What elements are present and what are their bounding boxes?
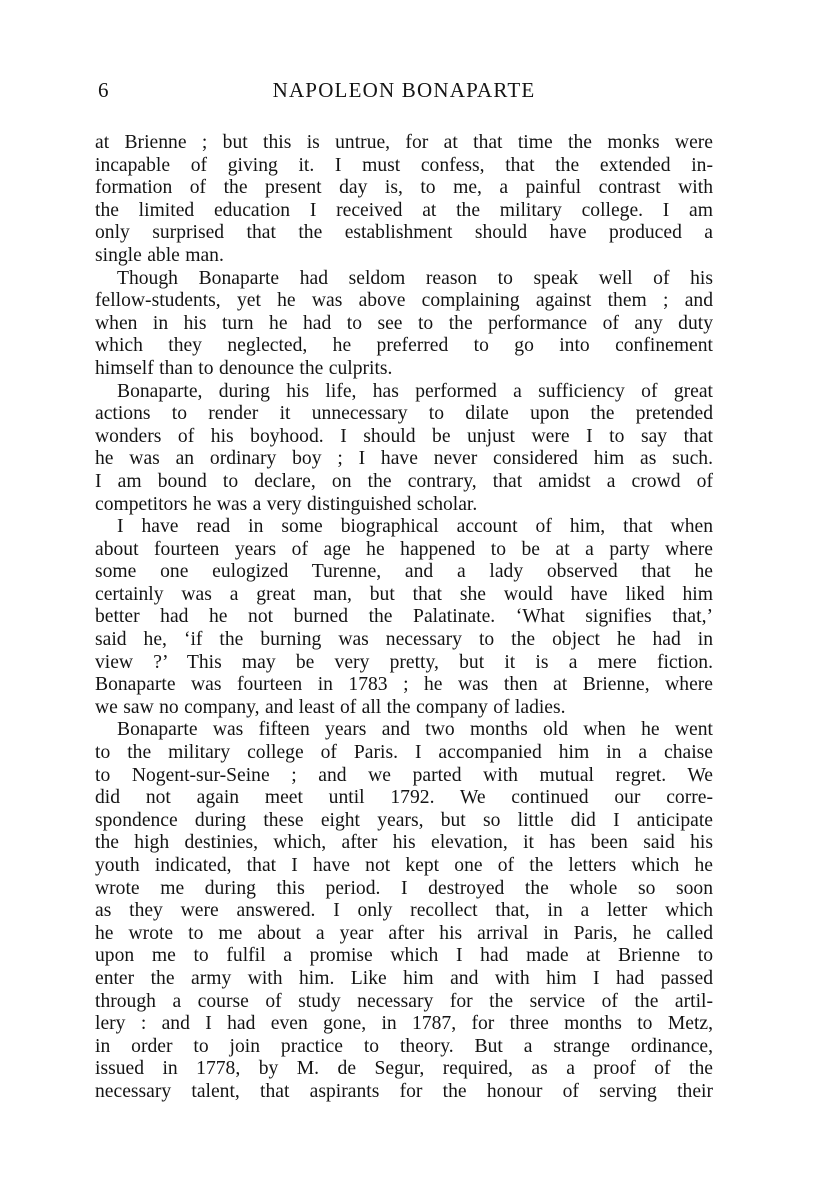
text-line: certainly was a great man, but that she would have liked him	[95, 583, 713, 605]
text-line: said he, ‘if the burning was necessary to the object he had in	[95, 629, 713, 651]
text-line: as they were answered. I only recollect that, in a letter which	[95, 900, 713, 922]
text-line: I have read in some biographical account of him, that when	[117, 516, 713, 538]
text-line: himself than to denounce the culprits.	[95, 357, 393, 379]
text-line: Bonaparte was fifteen years and two months old when he went	[117, 719, 713, 741]
text-line: view ?’ This may be very pretty, but it is a mere fiction.	[95, 651, 713, 673]
text-line: he was an ordinary boy ; I have never considered him as such.	[95, 448, 713, 470]
text-line: incapable of giving it. I must confess, that the extended in-	[95, 154, 713, 176]
text-line: did not again meet until 1792. We continued our corre-	[95, 787, 713, 809]
text-line: we saw no company, and least of all the company of ladies.	[95, 696, 566, 718]
book-page	[95, 78, 713, 1104]
text-line: the high destinies, which, after his elevation, it has been said his	[95, 832, 713, 854]
text-line: wrote me during this period. I destroyed the whole so soon	[95, 877, 713, 899]
text-line: in order to join practice to theory. But a strange ordinance,	[95, 1035, 713, 1057]
text-line: I am bound to declare, on the contrary, that amidst a crowd of	[95, 470, 713, 492]
page-header	[95, 78, 713, 112]
text-line: issued in 1778, by M. de Segur, required, as a proof of the	[95, 1058, 713, 1080]
text-line: through a course of study necessary for the service of the artil-	[95, 990, 713, 1012]
text-line: to Nogent-sur-Seine ; and we parted with mutual regret. We	[95, 764, 713, 786]
page-number: 6	[98, 78, 109, 102]
text-line: actions to render it unnecessary to dilate upon the pretended	[95, 403, 713, 425]
text-line: at Brienne ; but this is untrue, for at that time the monks were	[95, 132, 713, 153]
text-line: Though Bonaparte had seldom reason to speak well of his	[117, 267, 713, 289]
text-line: necessary talent, that aspirants for the honour of serving their	[95, 1080, 713, 1102]
text-line: some one eulogized Turenne, and a lady observed that he	[95, 561, 713, 583]
text-line: Bonaparte was fourteen in 1783 ; he was then at Brienne, where	[95, 674, 713, 696]
text-line: which they neglected, he preferred to go into confinement	[95, 335, 713, 357]
text-line: spondence during these eight years, but so little did I anticipate	[95, 809, 713, 831]
body-text	[95, 132, 713, 1104]
text-line: Bonaparte, during his life, has performed a sufficiency of great	[117, 380, 713, 402]
running-title: NAPOLEON BONAPARTE	[272, 78, 536, 102]
text-line: upon me to fulfil a promise which I had made at Brienne to	[95, 945, 713, 967]
text-line: about fourteen years of age he happened to be at a party where	[95, 538, 713, 560]
text-line: formation of the present day is, to me, a painful contrast with	[95, 177, 713, 199]
text-line: when in his turn he had to see to the performance of any duty	[95, 312, 713, 334]
text-line: enter the army with him. Like him and with him I had passed	[95, 967, 713, 989]
text-line: lery : and I had even gone, in 1787, for three months to Metz,	[95, 1013, 713, 1035]
text-line: only surprised that the establishment should have produced a	[95, 222, 713, 244]
text-line: wonders of his boyhood. I should be unjust were I to say that	[95, 425, 713, 447]
text-line: competitors he was a very distinguished scholar.	[95, 493, 478, 515]
text-line: better had he not burned the Palatinate. ‘What signifies that,’	[95, 606, 713, 628]
text-line: the limited education I received at the military college. I am	[95, 199, 713, 221]
text-line: single able man.	[95, 244, 224, 266]
text-line: youth indicated, that I have not kept one of the letters which he	[95, 855, 713, 876]
text-line: to the military college of Paris. I accompanied him in a chaise	[95, 742, 713, 764]
text-line: fellow-students, yet he was above complaining against them ; and	[95, 290, 713, 312]
text-line: he wrote to me about a year after his arrival in Paris, he called	[95, 922, 713, 944]
